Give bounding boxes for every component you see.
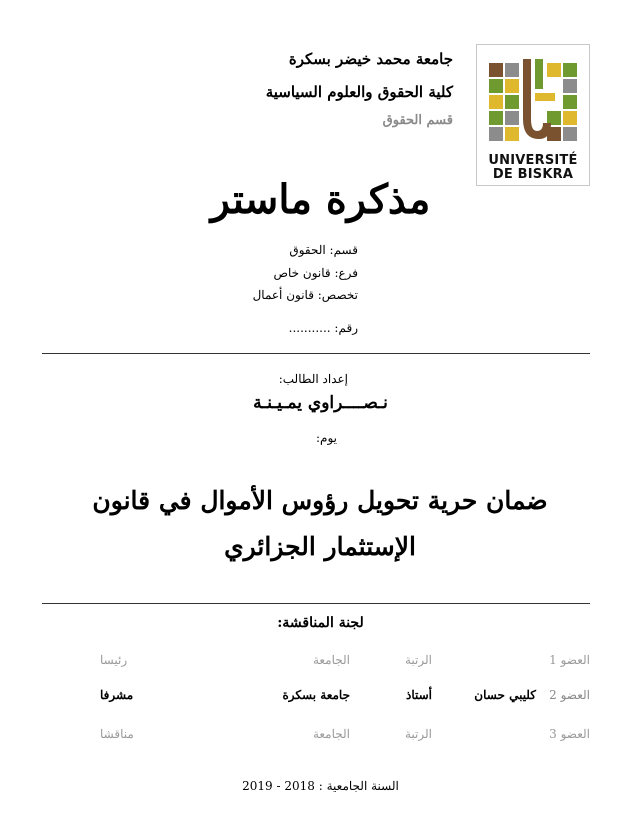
- member-name: كليبي حسان: [474, 688, 536, 702]
- committee-row: [70, 653, 590, 673]
- member-rank: الرتبة: [404, 727, 432, 741]
- divider-bottom: [42, 603, 590, 604]
- member-label: العضو 2: [549, 688, 590, 702]
- department-name: قسم الحقوق: [382, 113, 453, 128]
- day-label: يوم:: [315, 431, 337, 445]
- member-rank: أستاذ: [405, 688, 432, 702]
- prepared-by-label: إعداد الطالب:: [278, 372, 348, 386]
- academic-year: السنة الجامعية : 2018 - 2019: [242, 779, 399, 793]
- member-role: مشرفا: [100, 688, 134, 702]
- faculty-name: كلية الحقوق والعلوم السياسية: [265, 83, 453, 101]
- branch-line: فرع: قانون خاص: [273, 266, 358, 280]
- member-role: مناقشا: [100, 727, 134, 741]
- university-emblem-icon: [489, 55, 577, 147]
- university-name: جامعة محمد خيضر بسكرة: [288, 50, 453, 68]
- member-university: الجامعة: [312, 653, 350, 667]
- member-label: العضو 3: [549, 727, 590, 741]
- logo-text-line1: UNIVERSITÉ: [488, 153, 578, 168]
- member-role: رئيسا: [100, 653, 128, 667]
- member-label: العضو 1: [549, 653, 590, 667]
- committee-heading: لجنة المناقشة:: [277, 615, 364, 631]
- member-university: جامعة بسكرة: [282, 688, 350, 702]
- committee-row: [70, 727, 590, 747]
- university-logo: [476, 44, 590, 186]
- thesis-title: ضمان حرية تحويل رؤوس الأموال في قانون الإستثمار الجزائري: [92, 486, 548, 561]
- logo-text-line2: DE BISKRA: [492, 167, 574, 182]
- committee-row: [70, 688, 590, 708]
- specialty-line: تخصص: قانون أعمال: [252, 288, 358, 302]
- reference-number-line: رقم: ...........: [288, 321, 358, 335]
- divider-top: [42, 353, 590, 354]
- member-university: الجامعة: [312, 727, 350, 741]
- member-rank: الرتبة: [404, 653, 432, 667]
- student-name: نـصــــراوي يمـيـنـة: [253, 393, 388, 413]
- section-line: قسم: الحقوق: [289, 243, 358, 257]
- document-title: مذكرة ماستر: [210, 176, 431, 223]
